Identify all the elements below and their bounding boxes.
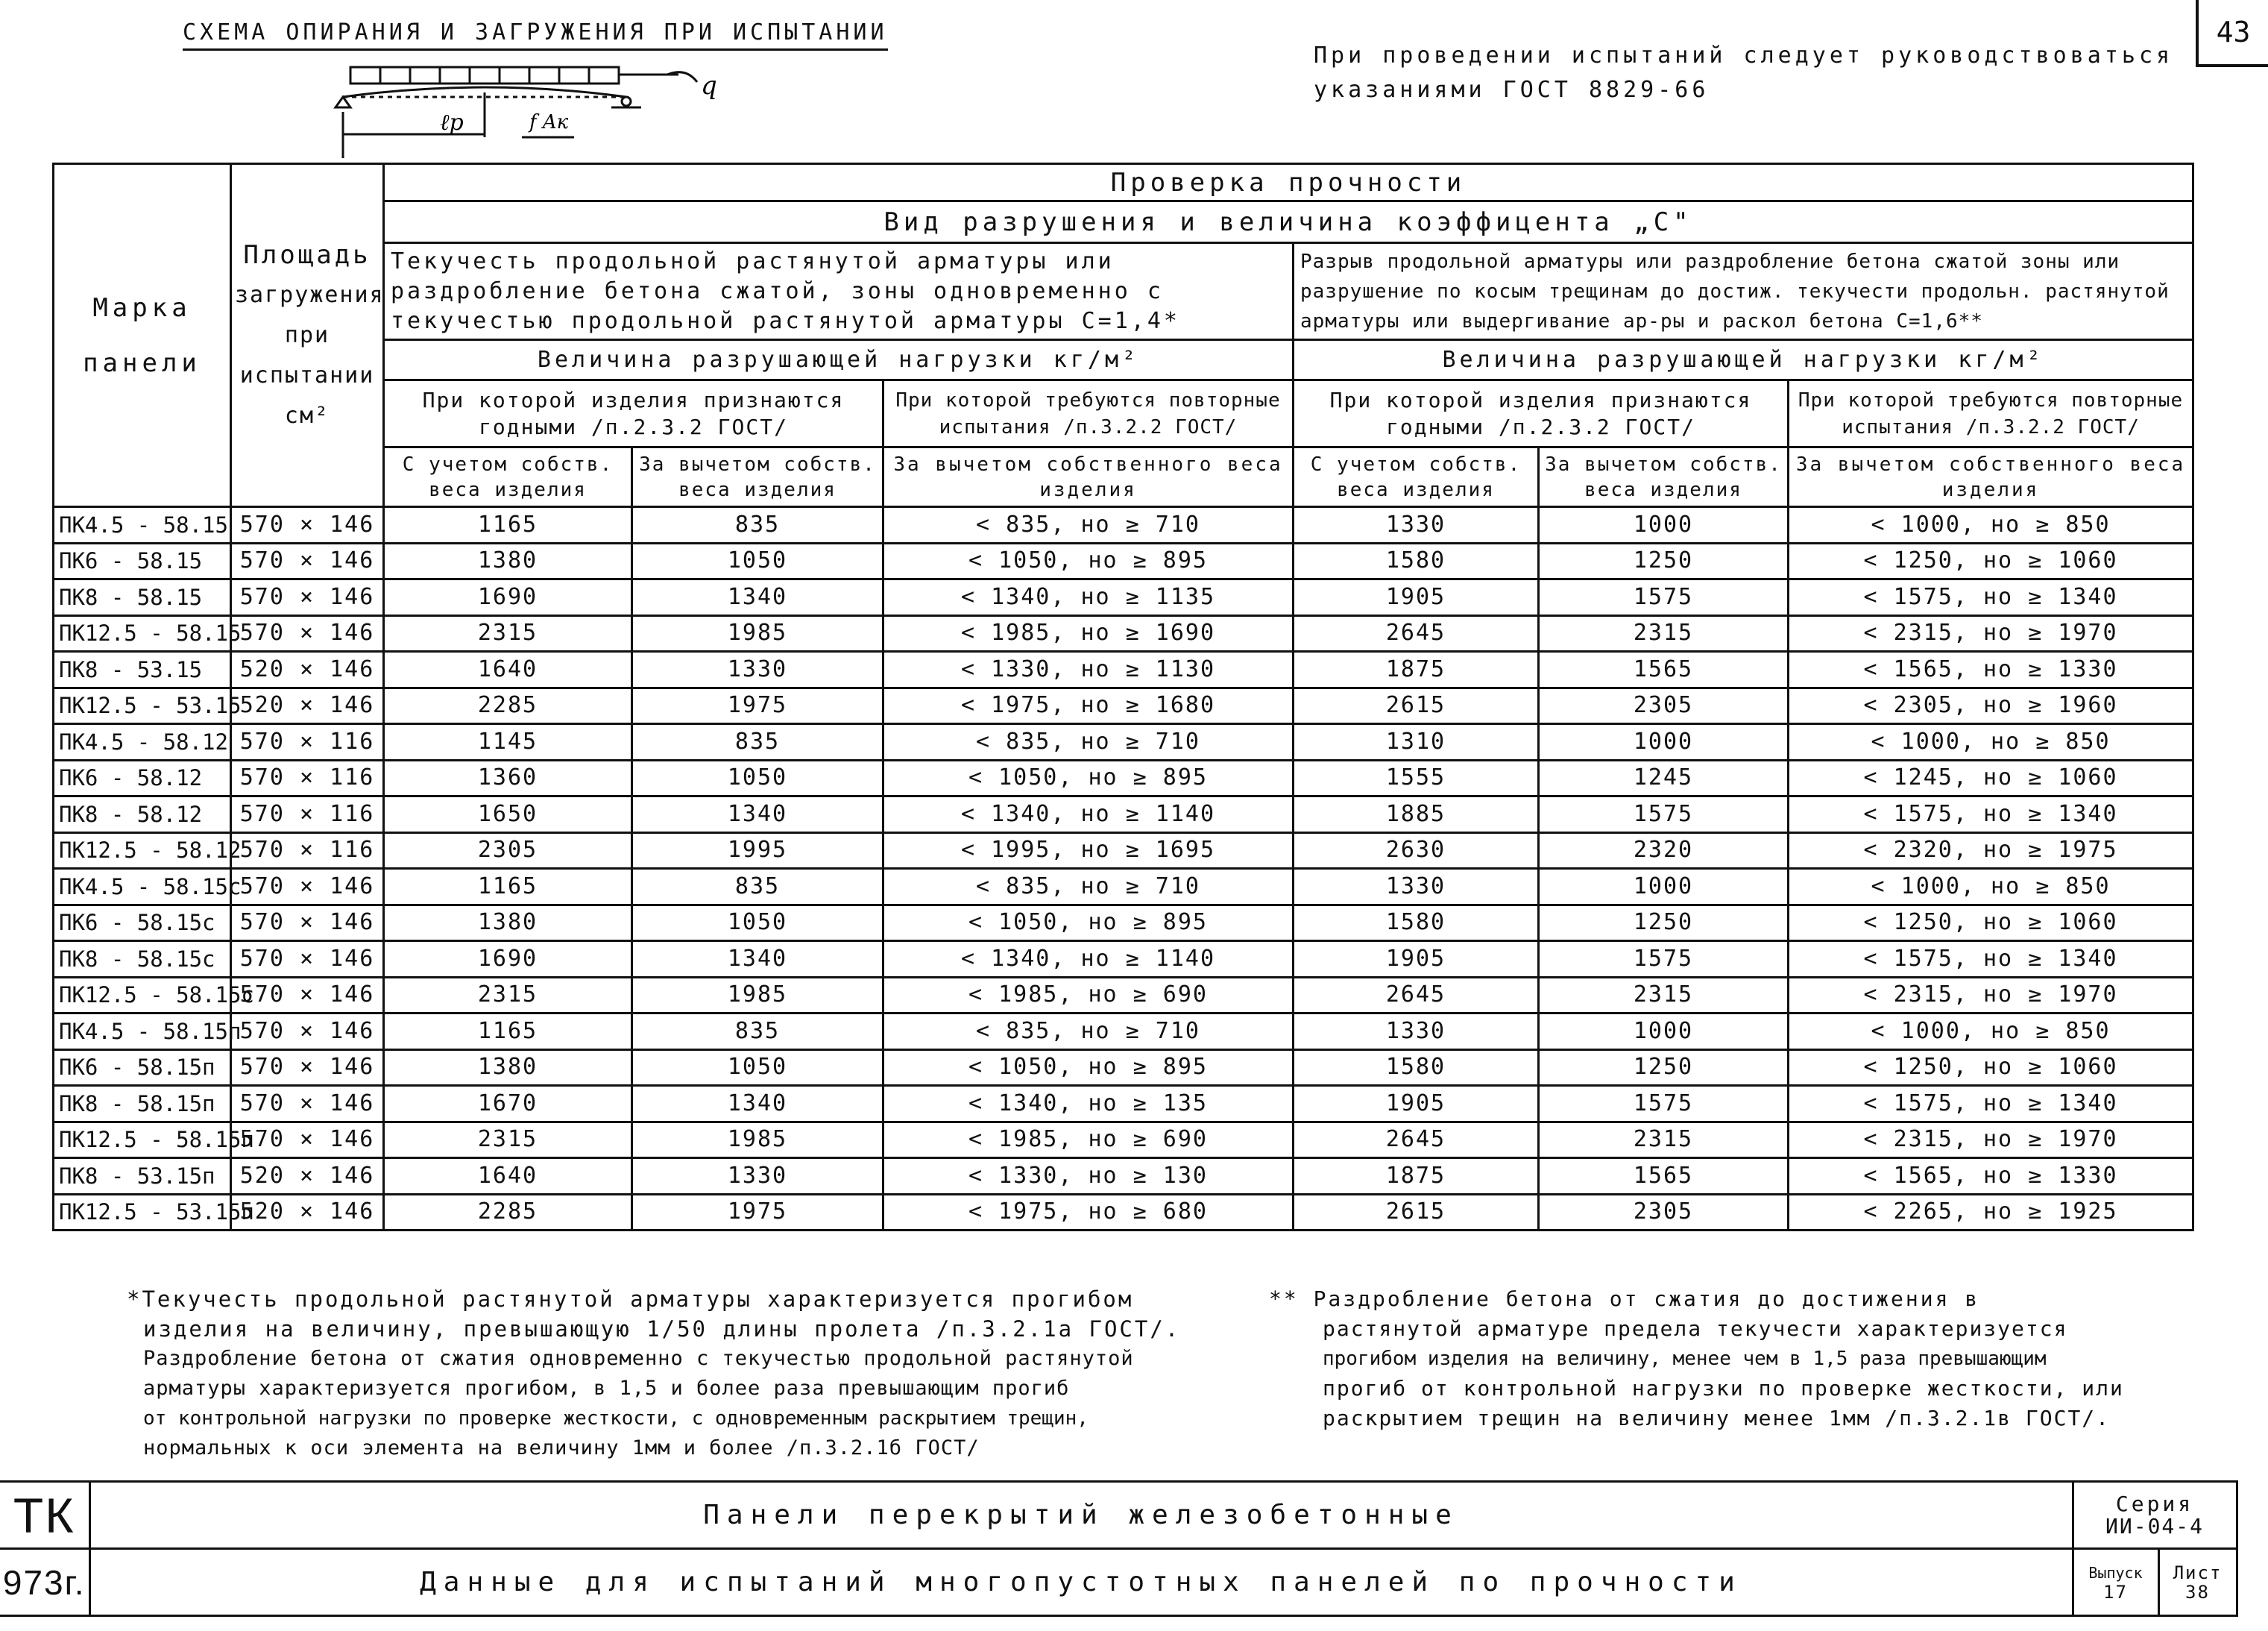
cell-povtor-16: < 1250, но ≥ 1060	[1789, 1049, 2193, 1086]
header-marka-line-2: панели	[83, 348, 201, 378]
cell-marka: ПК12.5 - 53.15п	[54, 1194, 231, 1231]
cell-ploshad: 570 × 116	[231, 832, 384, 869]
cell-godn-s-uchetom-16: 1330	[1294, 1014, 1539, 1050]
cell-godn-za-vychetom-16: 1250	[1539, 543, 1789, 579]
header-godnymi-right: При которой изделия признаются годными /п.2.3.2 ГОСТ/	[1294, 380, 1789, 447]
cell-povtor-16: < 1575, но ≥ 1340	[1789, 941, 2193, 978]
table-row	[54, 1158, 2193, 1195]
footnote-left	[127, 1284, 1290, 1463]
cell-godn-za-vychetom-14: 1050	[632, 1049, 883, 1086]
header-za-vychetom-full-left: За вычетом собственного веса изделия	[883, 447, 1294, 507]
cell-godn-s-uchetom-16: 1330	[1294, 507, 1539, 544]
cell-godn-s-uchetom-16: 1580	[1294, 1049, 1539, 1086]
cell-povtor-14: < 1340, но ≥ 135	[883, 1086, 1294, 1122]
cell-ploshad: 570 × 116	[231, 724, 384, 761]
cell-povtor-16: < 1565, но ≥ 1330	[1789, 652, 2193, 688]
cell-godn-s-uchetom-14: 1640	[384, 1158, 632, 1195]
cell-godn-s-uchetom-14: 2285	[384, 1194, 632, 1231]
seria-value: ИИ-04-4	[2105, 1513, 2205, 1539]
table-row	[54, 543, 2193, 579]
cell-godn-s-uchetom-16: 1555	[1294, 760, 1539, 796]
cell-godn-s-uchetom-16: 2645	[1294, 1122, 1539, 1158]
cell-marka: ПК4.5 - 58.12	[54, 724, 231, 761]
title-block-vypusk	[2073, 1549, 2158, 1616]
cell-godn-s-uchetom-16: 1875	[1294, 652, 1539, 688]
left-support	[336, 97, 350, 107]
cell-ploshad: 570 × 116	[231, 760, 384, 796]
cell-godn-s-uchetom-14: 1690	[384, 941, 632, 978]
cell-godn-za-vychetom-16: 1575	[1539, 941, 1789, 978]
footnote-right-line: раскрытием трещин на величину менее 1мм /п.3.2.1в ГОСТ/.	[1323, 1406, 2111, 1430]
cell-godn-s-uchetom-16: 1905	[1294, 941, 1539, 978]
cell-ploshad: 570 × 146	[231, 507, 384, 544]
cell-godn-za-vychetom-16: 1245	[1539, 760, 1789, 796]
cell-godn-s-uchetom-16: 1310	[1294, 724, 1539, 761]
cell-ploshad: 570 × 146	[231, 615, 384, 652]
cell-godn-za-vychetom-14: 1985	[632, 615, 883, 652]
vypusk-value: 17	[2103, 1581, 2128, 1603]
cell-povtor-16: < 1250, но ≥ 1060	[1789, 543, 2193, 579]
cell-godn-za-vychetom-14: 1340	[632, 1086, 883, 1122]
cell-povtor-14: < 1330, но ≥ 1130	[883, 652, 1294, 688]
cell-godn-s-uchetom-14: 1690	[384, 579, 632, 616]
cell-povtor-14: < 835, но ≥ 710	[883, 724, 1294, 761]
cell-godn-s-uchetom-16: 2645	[1294, 977, 1539, 1014]
header-ploshad	[231, 164, 384, 507]
header-za-vychetom-left: За вычетом собств. веса изделия	[632, 447, 883, 507]
cell-godn-za-vychetom-16: 2315	[1539, 977, 1789, 1014]
header-marka-line-1: Марка	[92, 292, 192, 323]
list-label: Лист	[2173, 1562, 2223, 1583]
cell-povtor-16: < 1000, но ≥ 850	[1789, 724, 2193, 761]
cell-godn-za-vychetom-16: 1250	[1539, 905, 1789, 941]
cell-godn-za-vychetom-14: 1050	[632, 905, 883, 941]
cell-godn-za-vychetom-14: 1975	[632, 688, 883, 724]
cell-godn-s-uchetom-14: 2315	[384, 1122, 632, 1158]
load-block	[350, 67, 619, 84]
cell-marka: ПК6 - 58.15с	[54, 905, 231, 941]
cell-godn-s-uchetom-14: 1670	[384, 1086, 632, 1122]
cell-godn-s-uchetom-16: 1885	[1294, 796, 1539, 833]
cell-ploshad: 520 × 146	[231, 652, 384, 688]
cell-povtor-16: < 2315, но ≥ 1970	[1789, 1122, 2193, 1158]
table-row	[54, 905, 2193, 941]
page-number-box	[2196, 0, 2268, 67]
header-povtor-left: При которой требуются повторные испытания /п.3.2.2 ГОСТ/	[883, 380, 1294, 447]
cell-povtor-16: < 1250, но ≥ 1060	[1789, 905, 2193, 941]
header-za-vychetom-full-right: За вычетом собственного веса изделия	[1789, 447, 2193, 507]
cell-godn-s-uchetom-16: 1330	[1294, 869, 1539, 905]
cell-godn-za-vychetom-16: 1575	[1539, 1086, 1789, 1122]
cell-godn-za-vychetom-14: 835	[632, 1014, 883, 1050]
table-row	[54, 688, 2193, 724]
cell-ploshad: 570 × 146	[231, 543, 384, 579]
header-ploshad-line-2: загружения	[235, 281, 385, 308]
cell-godn-s-uchetom-14: 2315	[384, 977, 632, 1014]
cell-marka: ПК4.5 - 58.15п	[54, 1014, 231, 1050]
header-za-vychetom-right: За вычетом собств. веса изделия	[1539, 447, 1789, 507]
cell-ploshad: 520 × 146	[231, 1158, 384, 1195]
page-number: 43	[2216, 16, 2251, 48]
table-row	[54, 1194, 2193, 1231]
cell-godn-za-vychetom-14: 1050	[632, 543, 883, 579]
cell-povtor-14: < 1050, но ≥ 895	[883, 1049, 1294, 1086]
top-note-line-1: При проведении испытаний следует руководствоваться	[1314, 43, 2174, 69]
cell-povtor-16: < 2315, но ≥ 1970	[1789, 977, 2193, 1014]
title-block-tk: ТК	[0, 1482, 89, 1549]
footnote-right	[1269, 1284, 2238, 1433]
header-vid: Вид разрушения и величина коэффицента „С"	[384, 201, 2193, 243]
header-proverka: Проверка прочности	[384, 164, 2193, 201]
table-row	[54, 1122, 2193, 1158]
cell-marka: ПК6 - 58.15	[54, 543, 231, 579]
cell-marka: ПК12.5 - 58.15с	[54, 977, 231, 1014]
list-value: 38	[2185, 1581, 2210, 1603]
cell-godn-za-vychetom-14: 1050	[632, 760, 883, 796]
table-row	[54, 652, 2193, 688]
title-block-year: 973г.	[0, 1549, 89, 1616]
cell-ploshad: 570 × 146	[231, 1086, 384, 1122]
footnote-right-line: растянутой арматуре предела текучести характеризуется	[1323, 1316, 2068, 1341]
title-block	[0, 1480, 2238, 1617]
cell-godn-za-vychetom-14: 1985	[632, 977, 883, 1014]
cell-povtor-14: < 835, но ≥ 710	[883, 1014, 1294, 1050]
cell-godn-s-uchetom-14: 1165	[384, 1014, 632, 1050]
cell-marka: ПК4.5 - 58.15с	[54, 869, 231, 905]
cell-marka: ПК8 - 58.15	[54, 579, 231, 616]
cell-godn-za-vychetom-16: 1000	[1539, 724, 1789, 761]
footnote-left-line: *Текучесть продольной растянутой арматуры характеризуется прогибом	[127, 1286, 1134, 1312]
cell-godn-za-vychetom-14: 1340	[632, 579, 883, 616]
header-povtor-right: При которой требуются повторные испытания /п.3.2.2 ГОСТ/	[1789, 380, 2193, 447]
footnote-right-line: прогибом изделия на величину, менее чем в 1,5 раза превышающим	[1323, 1348, 2047, 1370]
seria-label: Серия	[2115, 1491, 2194, 1516]
table-row	[54, 724, 2193, 761]
cell-godn-za-vychetom-16: 1575	[1539, 796, 1789, 833]
header-velichina-right: Величина разрушающей нагрузки кг/м²	[1294, 340, 2193, 380]
cell-povtor-14: < 1340, но ≥ 1140	[883, 796, 1294, 833]
strength-data-table	[52, 163, 2194, 1231]
cell-ploshad: 570 × 146	[231, 869, 384, 905]
cell-godn-za-vychetom-16: 2320	[1539, 832, 1789, 869]
table-row	[54, 1086, 2193, 1122]
cell-marka: ПК8 - 58.12	[54, 796, 231, 833]
cell-povtor-14: < 1340, но ≥ 1135	[883, 579, 1294, 616]
cell-godn-za-vychetom-16: 2315	[1539, 1122, 1789, 1158]
cell-povtor-16: < 1245, но ≥ 1060	[1789, 760, 2193, 796]
header-ploshad-line-3: при	[284, 321, 330, 348]
cell-godn-s-uchetom-16: 2615	[1294, 1194, 1539, 1231]
right-support	[622, 97, 631, 106]
cell-godn-za-vychetom-16: 2305	[1539, 688, 1789, 724]
cell-ploshad: 570 × 146	[231, 1014, 384, 1050]
cell-povtor-14: < 1340, но ≥ 1140	[883, 941, 1294, 978]
cell-marka: ПК4.5 - 58.15	[54, 507, 231, 544]
cell-godn-s-uchetom-14: 1640	[384, 652, 632, 688]
top-note-line-2: указаниями ГОСТ 8829-66	[1314, 77, 1710, 103]
cell-povtor-14: < 1995, но ≥ 1695	[883, 832, 1294, 869]
cell-marka: ПК8 - 53.15п	[54, 1158, 231, 1195]
cell-godn-za-vychetom-14: 835	[632, 869, 883, 905]
table-row	[54, 615, 2193, 652]
cell-marka: ПК8 - 53.15	[54, 652, 231, 688]
cell-povtor-16: < 2265, но ≥ 1925	[1789, 1194, 2193, 1231]
header-godnymi-left: При которой изделия признаются годными /п.2.3.2 ГОСТ/	[384, 380, 883, 447]
cell-godn-s-uchetom-16: 1580	[1294, 543, 1539, 579]
cell-povtor-14: < 1050, но ≥ 895	[883, 760, 1294, 796]
cell-povtor-14: < 1975, но ≥ 680	[883, 1194, 1294, 1231]
scheme-title: СХЕМА ОПИРАНИЯ И ЗАГРУЖЕНИЯ ПРИ ИСПЫТАНИИ	[183, 19, 888, 51]
cell-povtor-16: < 2315, но ≥ 1970	[1789, 615, 2193, 652]
cell-ploshad: 570 × 146	[231, 579, 384, 616]
header-right-group: Разрыв продольной арматуры или раздробление бетона сжатой зоны или разрушение по косым трещинам до достиж. текучести продольн. растянутой арматуры или выдергивание ар-ры и раскол бетона С=1,6**	[1294, 243, 2193, 340]
cell-godn-s-uchetom-16: 2645	[1294, 615, 1539, 652]
cell-povtor-16: < 1565, но ≥ 1330	[1789, 1158, 2193, 1195]
cell-povtor-14: < 835, но ≥ 710	[883, 869, 1294, 905]
cell-godn-s-uchetom-16: 1905	[1294, 579, 1539, 616]
cell-marka: ПК6 - 58.15п	[54, 1049, 231, 1086]
cell-godn-za-vychetom-14: 1995	[632, 832, 883, 869]
footnote-right-line: прогиб от контрольной нагрузки по проверке жесткости, или	[1323, 1376, 2124, 1401]
cell-godn-s-uchetom-14: 2305	[384, 832, 632, 869]
title-block-title-2: Данные для испытаний многопустотных панелей по прочности	[89, 1549, 2073, 1616]
table-row	[54, 977, 2193, 1014]
cell-ploshad: 570 × 146	[231, 1049, 384, 1086]
cell-povtor-14: < 1050, но ≥ 895	[883, 905, 1294, 941]
table-row	[54, 941, 2193, 978]
cell-marka: ПК8 - 58.15с	[54, 941, 231, 978]
cell-godn-s-uchetom-14: 1380	[384, 905, 632, 941]
top-note	[1314, 39, 2173, 107]
cell-ploshad: 570 × 116	[231, 796, 384, 833]
cell-godn-za-vychetom-16: 2315	[1539, 615, 1789, 652]
cell-godn-za-vychetom-14: 835	[632, 724, 883, 761]
header-left-group: Текучесть продольной растянутой арматуры или раздробление бетона сжатой, зоны одновременно с текучестью продольной растянутой арматуры С=1,4*	[384, 243, 1294, 340]
footnote-left-line: Раздробление бетона от сжатия одновременно с текучестью продольной растянутой	[143, 1347, 1134, 1370]
cell-povtor-16: < 1000, но ≥ 850	[1789, 507, 2193, 544]
cell-godn-za-vychetom-16: 1565	[1539, 1158, 1789, 1195]
cell-godn-s-uchetom-14: 1360	[384, 760, 632, 796]
cell-godn-za-vychetom-16: 1250	[1539, 1049, 1789, 1086]
cell-marka: ПК6 - 58.12	[54, 760, 231, 796]
cell-godn-s-uchetom-16: 1580	[1294, 905, 1539, 941]
footnote-left-line: нормальных к оси элемента на величину 1мм и более /п.3.2.1б ГОСТ/	[143, 1436, 980, 1459]
cell-godn-s-uchetom-14: 2285	[384, 688, 632, 724]
table-row	[54, 1049, 2193, 1086]
cell-povtor-14: < 835, но ≥ 710	[883, 507, 1294, 544]
cell-godn-za-vychetom-16: 2305	[1539, 1194, 1789, 1231]
cell-marka: ПК12.5 - 58.15п	[54, 1122, 231, 1158]
cell-godn-s-uchetom-14: 1165	[384, 869, 632, 905]
header-s-uchetom-left: С учетом собств. веса изделия	[384, 447, 632, 507]
cell-marka: ПК12.5 - 58.12	[54, 832, 231, 869]
cell-godn-s-uchetom-16: 1875	[1294, 1158, 1539, 1195]
cell-povtor-14: < 1975, но ≥ 1680	[883, 688, 1294, 724]
cell-godn-za-vychetom-16: 1000	[1539, 869, 1789, 905]
cell-godn-za-vychetom-16: 1575	[1539, 579, 1789, 616]
cell-marka: ПК12.5 - 58.15	[54, 615, 231, 652]
cell-godn-s-uchetom-14: 1380	[384, 543, 632, 579]
cell-godn-za-vychetom-14: 1340	[632, 796, 883, 833]
cell-ploshad: 570 × 146	[231, 977, 384, 1014]
cell-povtor-16: < 2305, но ≥ 1960	[1789, 688, 2193, 724]
vypusk-label: Выпуск	[2088, 1563, 2143, 1582]
cell-godn-za-vychetom-16: 1000	[1539, 1014, 1789, 1050]
cell-povtor-14: < 1985, но ≥ 690	[883, 977, 1294, 1014]
cell-godn-s-uchetom-14: 2315	[384, 615, 632, 652]
cell-povtor-16: < 2320, но ≥ 1975	[1789, 832, 2193, 869]
scheme-label-fk: f Aк	[529, 111, 569, 133]
table-row	[54, 832, 2193, 869]
cell-godn-s-uchetom-14: 1145	[384, 724, 632, 761]
footnote-right-line: ** Раздробление бетона от сжатия до достижения в	[1269, 1286, 1980, 1311]
header-marka	[54, 164, 231, 507]
cell-godn-za-vychetom-14: 1330	[632, 1158, 883, 1195]
cell-godn-za-vychetom-14: 1975	[632, 1194, 883, 1231]
cell-ploshad: 520 × 146	[231, 688, 384, 724]
scheme-label-lp: ℓр	[440, 110, 464, 136]
cell-povtor-14: < 1985, но ≥ 1690	[883, 615, 1294, 652]
cell-ploshad: 570 × 146	[231, 905, 384, 941]
cell-godn-za-vychetom-14: 1985	[632, 1122, 883, 1158]
cell-godn-za-vychetom-16: 1565	[1539, 652, 1789, 688]
cell-povtor-16: < 1575, но ≥ 1340	[1789, 796, 2193, 833]
cell-povtor-16: < 1575, но ≥ 1340	[1789, 1086, 2193, 1122]
title-block-list	[2158, 1549, 2237, 1616]
cell-godn-za-vychetom-14: 835	[632, 507, 883, 544]
table-row	[54, 1014, 2193, 1050]
loading-scheme-diagram	[328, 63, 746, 160]
cell-povtor-14: < 1985, но ≥ 690	[883, 1122, 1294, 1158]
cell-godn-za-vychetom-16: 1000	[1539, 507, 1789, 544]
header-velichina-left: Величина разрушающей нагрузки кг/м²	[384, 340, 1294, 380]
cell-marka: ПК12.5 - 53.15	[54, 688, 231, 724]
cell-godn-s-uchetom-16: 2630	[1294, 832, 1539, 869]
table-row	[54, 507, 2193, 544]
table-row	[54, 869, 2193, 905]
footnote-left-line: изделия на величину, превышающую 1/50 длины пролета /п.3.2.1а ГОСТ/.	[143, 1316, 1181, 1342]
title-block-seria	[2073, 1482, 2237, 1549]
cell-marka: ПК8 - 58.15п	[54, 1086, 231, 1122]
scheme-label-q: q	[701, 71, 717, 101]
cell-godn-s-uchetom-14: 1165	[384, 507, 632, 544]
cell-povtor-16: < 1000, но ≥ 850	[1789, 869, 2193, 905]
cell-ploshad: 520 × 146	[231, 1194, 384, 1231]
cell-povtor-16: < 1000, но ≥ 850	[1789, 1014, 2193, 1050]
cell-godn-s-uchetom-16: 2615	[1294, 688, 1539, 724]
cell-ploshad: 570 × 146	[231, 941, 384, 978]
cell-godn-za-vychetom-14: 1330	[632, 652, 883, 688]
cell-godn-s-uchetom-16: 1905	[1294, 1086, 1539, 1122]
cell-povtor-16: < 1575, но ≥ 1340	[1789, 579, 2193, 616]
header-s-uchetom-right: С учетом собств. веса изделия	[1294, 447, 1539, 507]
cell-povtor-14: < 1330, но ≥ 130	[883, 1158, 1294, 1195]
footnote-left-line: от контрольной нагрузки по проверке жесткости, с одновременным раскрытием трещин,	[143, 1407, 1089, 1430]
cell-godn-s-uchetom-14: 1650	[384, 796, 632, 833]
table-row	[54, 760, 2193, 796]
table-row	[54, 579, 2193, 616]
title-block-title-1: Панели перекрытий железобетонные	[89, 1482, 2073, 1549]
header-ploshad-line-1: Площадь	[243, 239, 371, 270]
header-ploshad-line-5: см²	[284, 402, 330, 429]
cell-godn-za-vychetom-14: 1340	[632, 941, 883, 978]
cell-povtor-14: < 1050, но ≥ 895	[883, 543, 1294, 579]
footnote-left-line: арматуры характеризуется прогибом, в 1,5 и более раза превышающим прогиб	[143, 1377, 1070, 1400]
cell-godn-s-uchetom-14: 1380	[384, 1049, 632, 1086]
table-row	[54, 796, 2193, 833]
header-ploshad-line-4: испытании	[239, 362, 375, 389]
cell-ploshad: 570 × 146	[231, 1122, 384, 1158]
